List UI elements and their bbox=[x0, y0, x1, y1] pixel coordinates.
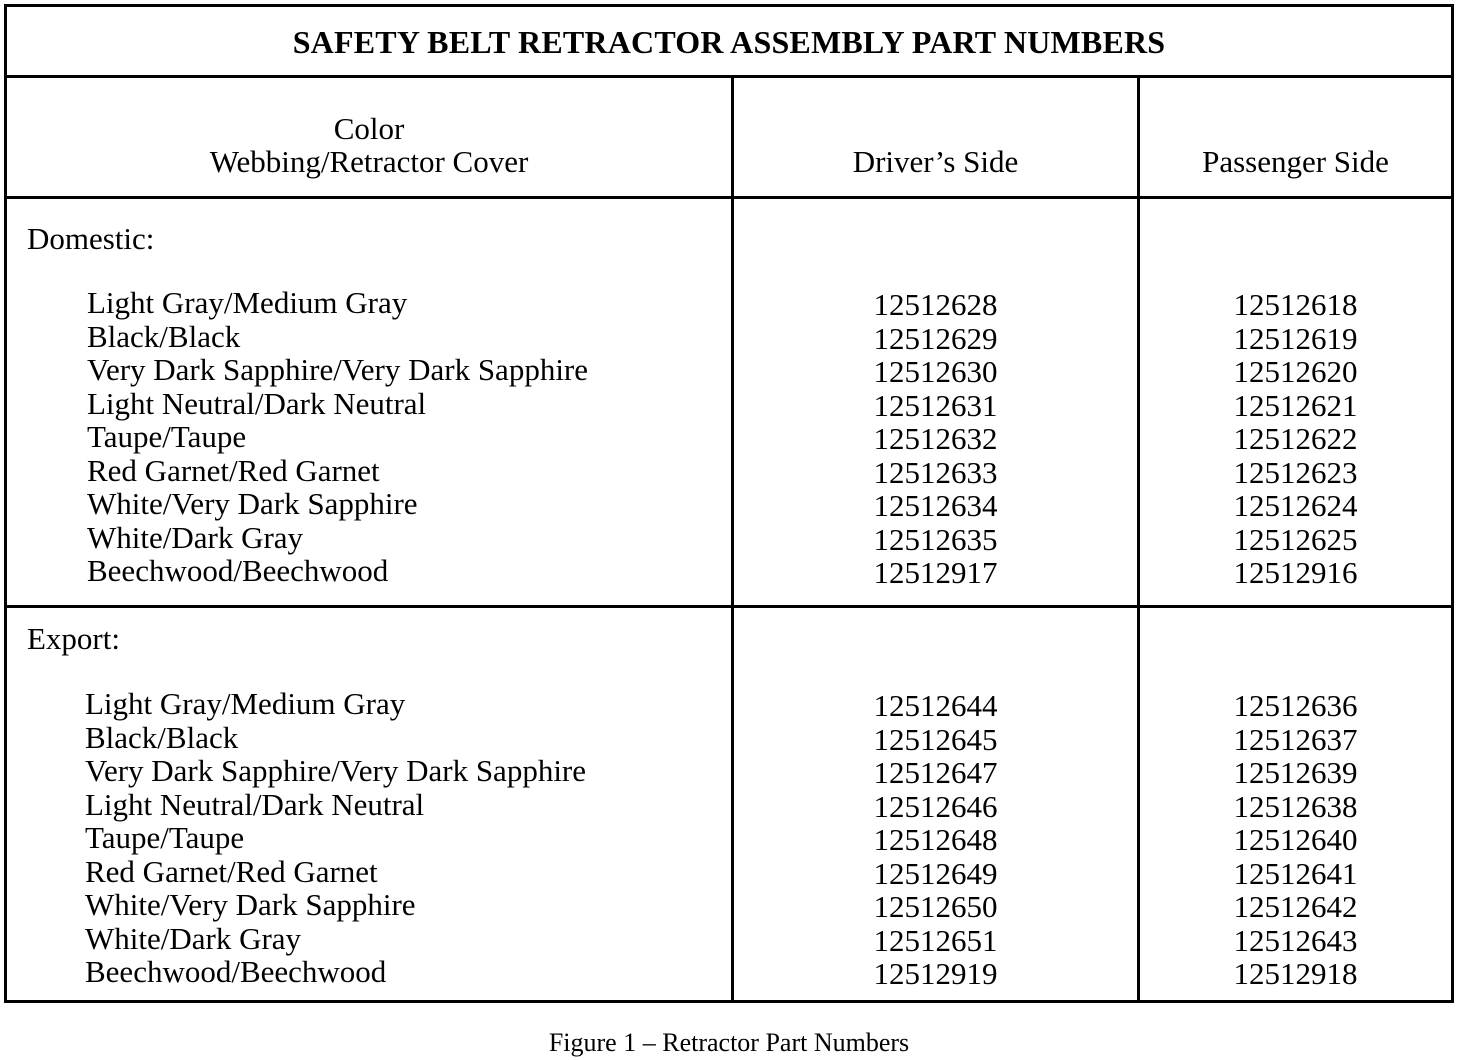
export-driver-cell: 12512650 bbox=[873, 889, 998, 924]
export-color-cell: Black/Black bbox=[85, 719, 239, 755]
export-driver-list bbox=[734, 689, 1137, 991]
export-driver-cell: 12512645 bbox=[873, 721, 998, 757]
export-color-cell: Light Neutral/Dark Neutral bbox=[85, 786, 425, 822]
domestic-driver-cell: 12512631 bbox=[873, 387, 998, 423]
section-label-export: Export: bbox=[27, 621, 120, 656]
domestic-passenger-cell: 12512623 bbox=[1233, 454, 1358, 490]
export-driver-cell: 12512919 bbox=[873, 956, 998, 991]
export-color-list bbox=[85, 687, 586, 989]
domestic-color-cell: Beechwood/Beechwood bbox=[87, 553, 389, 588]
domestic-driver-cell: 12512629 bbox=[873, 320, 998, 356]
domestic-passenger-cell: 12512620 bbox=[1233, 354, 1358, 389]
domestic-passenger-cell: 12512621 bbox=[1233, 387, 1358, 423]
section-divider bbox=[7, 605, 1451, 608]
header-color-line1: Color bbox=[333, 111, 405, 146]
part-numbers-table bbox=[4, 4, 1454, 1003]
export-passenger-cell: 12512636 bbox=[1233, 688, 1358, 723]
export-color-cell: Beechwood/Beechwood bbox=[85, 954, 387, 989]
export-passenger-cell: 12512638 bbox=[1233, 788, 1358, 824]
export-passenger-cell: 12512639 bbox=[1233, 755, 1358, 790]
domestic-color-cell: Taupe/Taupe bbox=[87, 419, 247, 454]
export-passenger-cell: 12512642 bbox=[1233, 889, 1358, 924]
domestic-passenger-list bbox=[1140, 288, 1451, 590]
export-color-cell: White/Dark Gray bbox=[85, 920, 302, 956]
export-driver-cell: 12512644 bbox=[873, 688, 998, 723]
domestic-driver-list bbox=[734, 288, 1137, 590]
export-color-cell: White/Very Dark Sapphire bbox=[85, 887, 416, 922]
domestic-driver-cell: 12512630 bbox=[873, 354, 998, 389]
export-driver-cell: 12512649 bbox=[873, 855, 998, 891]
domestic-color-list bbox=[87, 286, 588, 588]
domestic-color-cell: Black/Black bbox=[87, 318, 241, 354]
export-driver-cell: 12512647 bbox=[873, 755, 998, 790]
domestic-passenger-cell: 12512625 bbox=[1233, 521, 1358, 557]
domestic-driver-cell: 12512634 bbox=[873, 488, 998, 523]
export-passenger-list bbox=[1140, 689, 1451, 991]
export-color-cell: Red Garnet/Red Garnet bbox=[85, 853, 378, 889]
header-color-line2: Webbing/Retractor Cover bbox=[209, 144, 529, 179]
export-passenger-cell: 12512643 bbox=[1233, 922, 1358, 958]
export-passenger-cell: 12512641 bbox=[1233, 855, 1358, 891]
domestic-color-cell: Light Neutral/Dark Neutral bbox=[87, 385, 427, 421]
header-divider bbox=[7, 196, 1451, 199]
domestic-driver-cell: 12512635 bbox=[873, 521, 998, 557]
domestic-driver-cell: 12512632 bbox=[873, 421, 998, 456]
domestic-passenger-cell: 12512624 bbox=[1233, 488, 1358, 523]
export-passenger-cell: 12512640 bbox=[1233, 822, 1358, 857]
domestic-color-cell: Very Dark Sapphire/Very Dark Sapphire bbox=[87, 352, 589, 387]
header-driver: Driver’s Side bbox=[852, 144, 1019, 179]
domestic-passenger-cell: 12512618 bbox=[1233, 287, 1358, 322]
export-color-cell: Light Gray/Medium Gray bbox=[85, 686, 406, 721]
export-driver-cell: 12512651 bbox=[873, 922, 998, 958]
domestic-driver-cell: 12512628 bbox=[873, 287, 998, 322]
export-color-cell: Very Dark Sapphire/Very Dark Sapphire bbox=[85, 753, 587, 788]
export-passenger-cell: 12512918 bbox=[1233, 956, 1358, 991]
table-title: SAFETY BELT RETRACTOR ASSEMBLY PART NUMBERS bbox=[292, 24, 1166, 60]
section-label-domestic: Domestic: bbox=[27, 221, 155, 256]
domestic-passenger-cell: 12512622 bbox=[1233, 421, 1358, 456]
export-driver-cell: 12512646 bbox=[873, 788, 998, 824]
domestic-color-cell: White/Very Dark Sapphire bbox=[87, 486, 418, 521]
header-color bbox=[7, 112, 731, 178]
domestic-color-cell: Red Garnet/Red Garnet bbox=[87, 452, 380, 488]
header-passenger: Passenger Side bbox=[1202, 144, 1389, 179]
export-color-cell: Taupe/Taupe bbox=[85, 820, 245, 855]
figure-caption: Figure 1 – Retractor Part Numbers bbox=[548, 1028, 910, 1057]
title-divider bbox=[7, 75, 1451, 78]
domestic-passenger-cell: 12512916 bbox=[1233, 555, 1358, 590]
domestic-passenger-cell: 12512619 bbox=[1233, 320, 1358, 356]
domestic-driver-cell: 12512633 bbox=[873, 454, 998, 490]
domestic-color-cell: White/Dark Gray bbox=[87, 519, 304, 555]
export-passenger-cell: 12512637 bbox=[1233, 721, 1358, 757]
domestic-color-cell: Light Gray/Medium Gray bbox=[87, 285, 408, 320]
domestic-driver-cell: 12512917 bbox=[873, 555, 998, 590]
export-driver-cell: 12512648 bbox=[873, 822, 998, 857]
